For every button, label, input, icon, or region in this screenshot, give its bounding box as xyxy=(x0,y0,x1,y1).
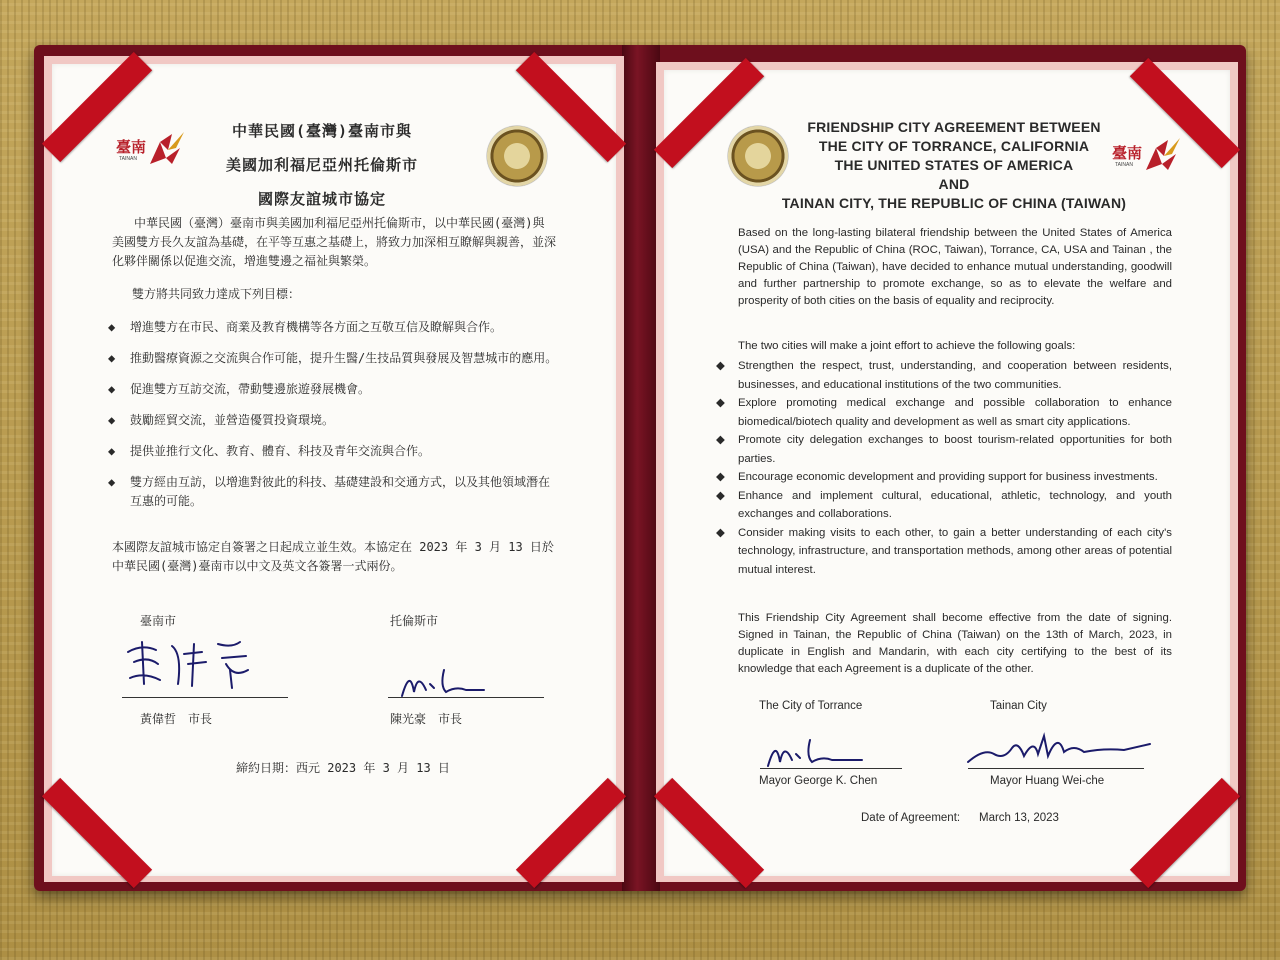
title-line: 中華民國(臺灣)臺南市與 xyxy=(231,122,413,140)
agreement-title-zh xyxy=(142,114,502,216)
list-item: ◆ 增進雙方在市民、商業及教育機構等各方面之互敬互信及瞭解與合作。 xyxy=(108,318,558,337)
corner-ribbon xyxy=(654,778,764,888)
handwritten-signature-huang xyxy=(122,634,262,694)
list-item: ◆ 鼓勵經貿交流，並營造優質投資環境。 xyxy=(108,411,558,430)
signatory-name: 陳光豪 市長 xyxy=(390,712,463,726)
closing-paragraph-en: This Friendship City Agreement shall become effective from the date of signing. Signed in Tainan, the Republic of China (Taiwan) on the 13th of March, 2023, in duplicate in English and Mandarin, with each city certifying to the best of its knowledge that each Agreement is a duplicate of the other. xyxy=(738,612,1172,675)
signature-line xyxy=(388,697,544,698)
corner-ribbon xyxy=(1130,778,1240,888)
signature-line xyxy=(968,768,1144,769)
closing-paragraph-zh: 本國際友誼城市協定自簽署之日起成立並生效。本協定在 2023 年 3 月 13 日於中華民國(臺灣)臺南市以中文及英文各簽署一式兩份。 xyxy=(112,540,554,573)
diamond-bullet-icon: ◆ xyxy=(716,397,725,409)
corner-ribbon xyxy=(516,778,626,888)
title-line: THE CITY OF TORRANCE, CALIFORNIA xyxy=(818,138,1090,154)
tainan-logo-sub: TAINAN xyxy=(1115,162,1133,168)
signatory-name: Mayor George K. Chen xyxy=(759,775,878,787)
diamond-bullet-icon: ◆ xyxy=(108,320,116,334)
diamond-bullet-icon: ◆ xyxy=(716,471,725,483)
left-page-chinese xyxy=(52,64,616,876)
title-line: TAINAN CITY, THE REPUBLIC OF CHINA (TAIWAN) xyxy=(781,195,1127,211)
title-line: AND xyxy=(938,176,970,192)
date-of-agreement-label: Date of Agreement: xyxy=(861,812,961,824)
handwritten-signature-chen xyxy=(762,732,872,772)
signatory-city-label: 臺南市 xyxy=(140,614,177,628)
goals-list-zh xyxy=(108,318,558,511)
diamond-bullet-icon: ◆ xyxy=(108,475,116,489)
folder-spine xyxy=(622,45,660,891)
diamond-bullet-icon: ◆ xyxy=(108,351,116,365)
date-of-agreement-value: March 13, 2023 xyxy=(979,812,1059,824)
list-item: ◆ Encourage economic development and providing support for business investments. xyxy=(716,468,1172,487)
agreement-title-en xyxy=(764,118,1144,213)
list-item: ◆ Enhance and implement cultural, educational, athletic, technology, and youth exchanges and collaborations. xyxy=(716,487,1172,524)
signatory-city-label: 托倫斯市 xyxy=(390,614,439,628)
diamond-bullet-icon: ◆ xyxy=(108,413,116,427)
signatory-name: 黃偉哲 市長 xyxy=(140,712,213,726)
diamond-bullet-icon: ◆ xyxy=(716,360,725,372)
diamond-bullet-icon: ◆ xyxy=(108,382,116,396)
list-item: ◆ Promote city delegation exchanges to boost tourism-related opportunities for both parties. xyxy=(716,431,1172,468)
signature-line xyxy=(760,768,902,769)
diamond-bullet-icon: ◆ xyxy=(716,489,725,502)
signatory-city-label: The City of Torrance xyxy=(759,700,863,712)
list-item: ◆ 提供並推行文化、教育、體育、科技及青年交流與合作。 xyxy=(108,442,558,461)
title-line: THE UNITED STATES OF AMERICA xyxy=(834,157,1074,173)
diamond-bullet-icon: ◆ xyxy=(716,526,725,539)
corner-ribbon xyxy=(42,778,152,888)
handwritten-signature-huang xyxy=(964,726,1154,770)
signatory-name: Mayor Huang Wei-che xyxy=(990,775,1105,787)
title-line: FRIENDSHIP CITY AGREEMENT BETWEEN xyxy=(807,119,1101,135)
list-item: ◆ Explore promoting medical exchange and possible collaboration to enhance biomedical/biotech quality and development as well as smart city applications. xyxy=(716,394,1172,431)
list-item: ◆ 推動醫療資源之交流與合作可能，提升生醫/生技品質與發展及智慧城市的應用。 xyxy=(108,349,558,368)
list-item: ◆ 雙方經由互訪，以增進對彼此的科技、基礎建設和交通方式，以及其他領域潛在互惠的可能。 xyxy=(108,475,551,508)
agreement-date-zh: 締約日期：西元 2023 年 3 月 13 日 xyxy=(236,761,450,775)
intro-paragraph-zh: 中華民國（臺灣）臺南市與美國加利福尼亞州托倫斯市，以中華民國(臺灣)與美國雙方長久友誼為基礎，在平等互惠之基礎上，將致力加深相互瞭解與親善，並深化夥伴關係以促進交流，增進雙邊之福祉與繁榮。 xyxy=(112,216,557,268)
tainan-phoenix-icon xyxy=(1142,134,1182,174)
tainan-logo-text: 臺南 xyxy=(116,138,147,156)
intro-paragraph-en: Based on the long-lasting bilateral friendship between the United States of America (USA) and the Republic of China (ROC, Taiwan), Torrance, CA, USA and Tainan , the Republic of China (Taiwan), have decided to enhance mutual understanding, goodwill and further partnership to promote exchange, so as to elevate the welfare and prosperity of both cities on the basis of equality and reciprocity. xyxy=(738,227,1172,307)
diamond-bullet-icon: ◆ xyxy=(108,444,116,458)
title-line: 美國加利福尼亞州托倫斯市 xyxy=(225,156,418,174)
tainan-logo-text: 臺南 xyxy=(1112,144,1143,162)
diamond-bullet-icon: ◆ xyxy=(716,434,725,446)
list-item: ◆ 促進雙方互訪交流，帶動雙邊旅遊發展機會。 xyxy=(108,380,558,399)
tainan-logo-sub: TAINAN xyxy=(119,156,137,162)
list-item: ◆ Strengthen the respect, trust, understanding, and cooperation between residents, businesses, and educational institutions of the two communities. xyxy=(716,357,1172,394)
goals-list-en xyxy=(716,357,1172,579)
goals-intro-en: The two cities will make a joint effort to achieve the following goals: xyxy=(738,340,1076,352)
signatory-city-label: Tainan City xyxy=(990,700,1047,712)
handwritten-signature-chen xyxy=(396,662,496,702)
title-line: 國際友誼城市協定 xyxy=(257,190,386,208)
goals-intro-zh: 雙方將共同致力達成下列目標： xyxy=(132,287,301,301)
right-page-english xyxy=(664,70,1230,876)
signature-line xyxy=(122,697,288,698)
list-item: ◆ Consider making visits to each other, to gain a better understanding of each city's technology, infrastructure, and transportation methods, among other areas of potential mutual interest. xyxy=(716,524,1172,580)
